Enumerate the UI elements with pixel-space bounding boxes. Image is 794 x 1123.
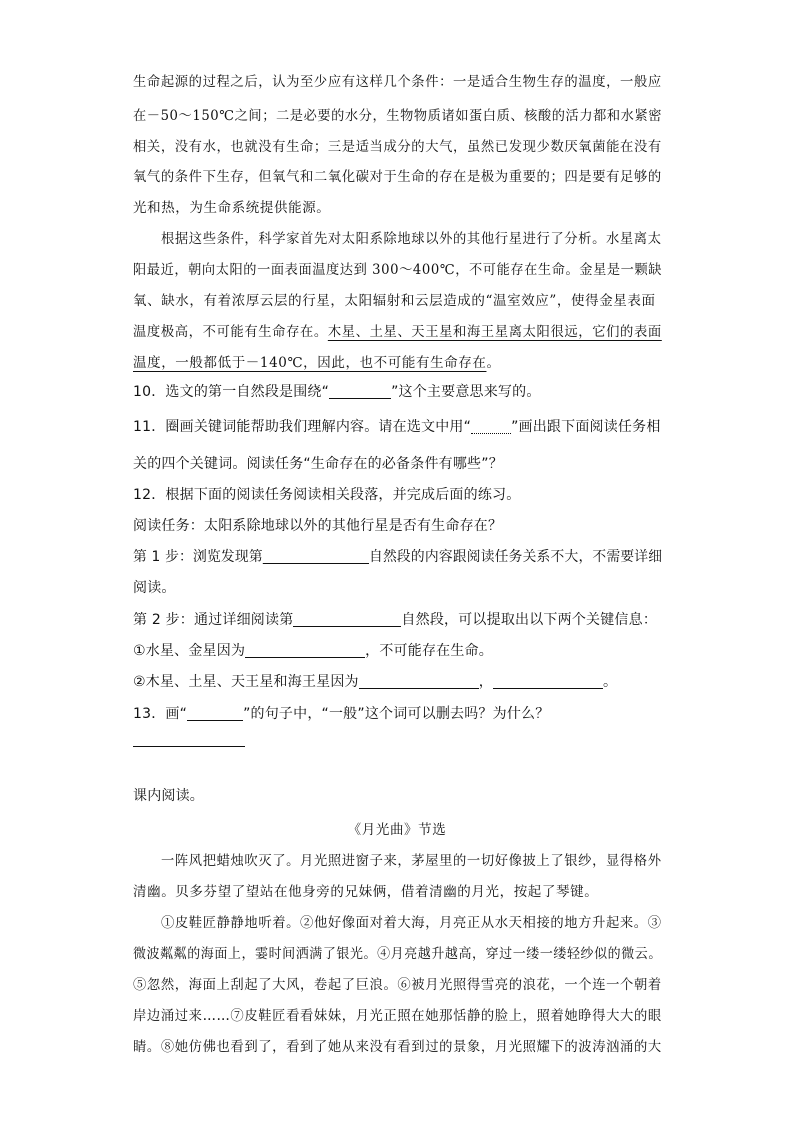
question-13	[133, 703, 549, 723]
underlined-sentence: 木星、土星、天王星和海王星离太阳很远，它们的表面	[327, 324, 662, 340]
step-2	[133, 609, 657, 629]
answer-blank[interactable]	[245, 643, 365, 658]
passage-line: 阳最近，朝向太阳的一面表面温度达到 300～400℃，不可能存在生命。金星是一颗缺	[133, 262, 663, 278]
passage-line: 氧气的条件下生存，但氧气和二氧化碳对于生命的存在是极为重要的；四是要有足够的	[133, 169, 662, 185]
passage-line: 微波粼粼的海面上，霎时间洒满了银光。④月亮越升越高，穿过一缕一缕轻纱似的微云。	[133, 946, 662, 962]
passage-line	[133, 320, 662, 340]
question-text: 自然段的内容跟阅读任务关系不大，不需要详细	[369, 549, 663, 565]
answer-blank[interactable]	[263, 549, 369, 564]
question-text: ”画出跟下面阅读任务相	[511, 419, 661, 435]
question-text: 11．圈画关键词能帮助我们理解内容。请在选文中用“	[133, 419, 472, 435]
step-1-line2: 阅读。	[133, 580, 176, 596]
answer-line[interactable]	[133, 746, 245, 747]
question-10	[133, 381, 541, 401]
question-text: 13．画“	[133, 706, 188, 722]
question-text: ”的句子中，“一般”这个词可以删去吗？为什么？	[243, 706, 550, 722]
reading-task: 阅读任务：太阳系除地球以外的其他行星是否有生命存在？	[133, 518, 503, 534]
question-text: 自然段，可以提取出以下两个关键信息：	[401, 612, 658, 628]
question-text: 第 1 步：浏览发现第	[133, 549, 263, 565]
key-info-2	[133, 671, 617, 691]
question-12: 12．根据下面的阅读任务阅读相关段落，并完成后面的练习。	[133, 487, 521, 503]
question-text: 10．选文的第一自然段是围绕“	[133, 384, 330, 400]
passage-line: ①皮鞋匠静静地听着。②他好像面对着大海，月亮正从水天相接的地方升起来。③	[161, 915, 662, 931]
end-mark: 。	[486, 355, 501, 371]
passage-line: 生命起源的过程之后，认为至少应有这样几个条件：一是适合生物生存的温度，一般应	[133, 74, 662, 90]
passage-line: 根据这些条件，科学家首先对太阳系除地球以外的其他行星进行了分析。水星离太	[161, 231, 662, 247]
question-text: ，	[478, 674, 493, 690]
passage-line: 一阵风把蜡烛吹灭了。月光照进窗子来，茅屋里的一切好像披上了银纱，显得格外	[161, 853, 662, 869]
wavy-line-mark	[471, 419, 511, 434]
passage-line: ⑤忽然，海面上刮起了大风，卷起了巨浪。⑥被月光照得雪亮的浪花，一个连一个朝着	[133, 977, 662, 993]
question-text: 。	[602, 674, 618, 690]
passage-line: 岸边涌过来……⑦皮鞋匠看看妹妹，月光正照在她那恬静的脸上，照着她睁得大大的眼	[133, 1008, 662, 1024]
passage-line: 氧、缺水，有着浓厚云层的行星，太阳辐射和云层造成的“温室效应”，使得金星表面	[133, 293, 656, 309]
answer-blank[interactable]	[359, 674, 479, 689]
answer-blank[interactable]	[293, 612, 401, 627]
passage-text: 温度极高，不可能有生命存在。	[133, 324, 328, 340]
underlined-sentence: 温度，一般都低于－140℃，因此，也不可能有生命存在	[133, 355, 487, 371]
passage-line: 光和热，为生命系统提供能源。	[133, 200, 331, 216]
passage-title: 《月光曲》节选	[347, 822, 447, 838]
question-text: 第 2 步：通过详细阅读第	[133, 612, 294, 628]
section-heading: 课内阅读。	[133, 788, 204, 804]
passage-line: 相关，没有水，也就没有生命；三是适当成分的大气，虽然已发现少数厌氧菌能在没有	[133, 139, 662, 155]
passage-line: 睛。⑧她仿佛也看到了，看到了她从来没有看到过的景象，月光照耀下的波涛汹涌的大	[133, 1039, 662, 1055]
answer-blank[interactable]	[187, 706, 243, 721]
question-text: ，不可能存在生命。	[365, 643, 493, 659]
question-text: ①水星、金星因为	[133, 643, 246, 659]
question-text: ”这个主要意思来写的。	[391, 384, 541, 400]
question-text: ②木星、土星、天王星和海王星因为	[133, 674, 359, 690]
key-info-1	[133, 640, 493, 660]
question-11	[133, 416, 661, 436]
passage-line: 清幽。贝多芬望了望站在他身旁的兄妹俩，借着清幽的月光，按起了琴键。	[133, 884, 599, 900]
answer-blank[interactable]	[493, 674, 603, 689]
answer-blank[interactable]	[329, 384, 391, 399]
question-11-line2: 关的四个关键词。阅读任务“生命存在的必备条件有哪些”？	[133, 456, 503, 472]
passage-line: 在－50～150℃之间；二是必要的水分，生物物质诸如蛋白质、核酸的活力都和水紧密	[133, 108, 663, 124]
passage-line	[133, 351, 501, 371]
step-1	[133, 546, 662, 566]
